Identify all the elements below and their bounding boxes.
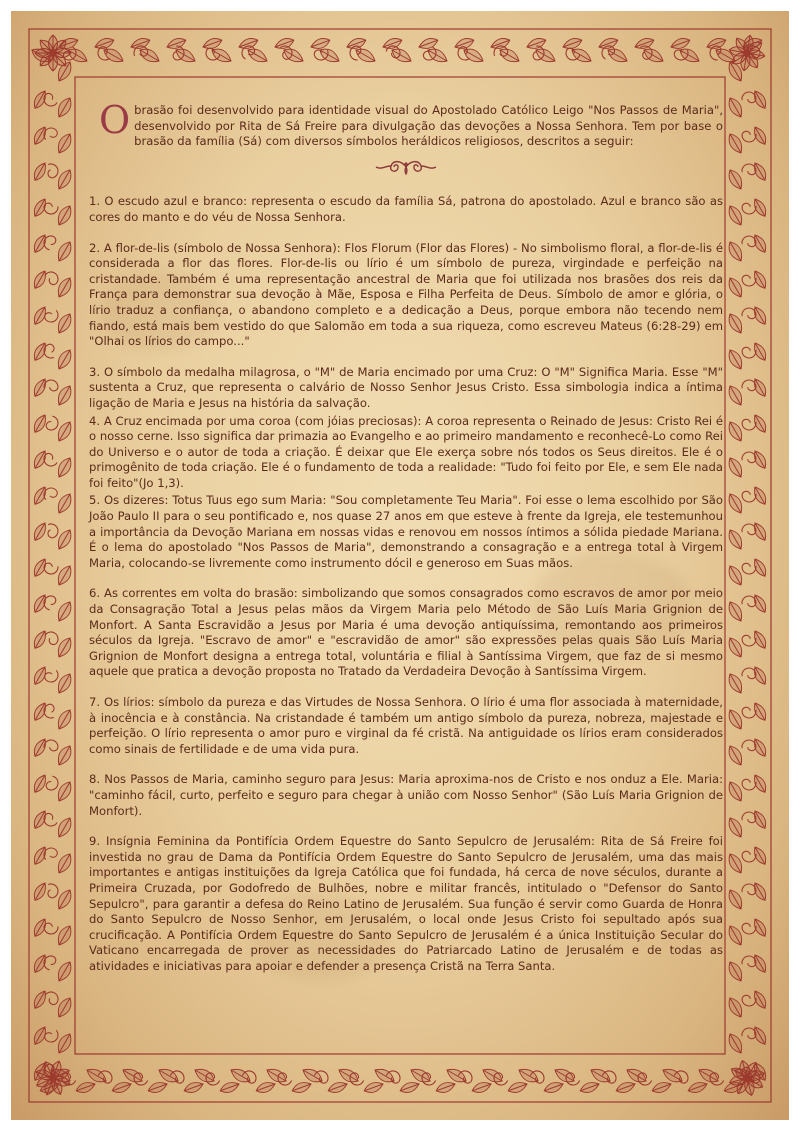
corner-rosette	[49, 1074, 57, 1082]
leaf-ornament	[31, 341, 49, 363]
leaf-ornament	[54, 455, 74, 479]
leaf-ornament	[31, 233, 49, 255]
leaf-ornament	[54, 959, 74, 983]
leaf-ornament	[751, 1025, 769, 1047]
item-paragraph-8: 8. Nos Passos de Maria, caminho seguro para Jesus: Maria aproxima-nos de Cristo e nos onduz a Ele. Maria: "caminho fácil, curto, perfeito e seguro para chegar à união com Nosso Senhor" (São Luís Maria Grignion de Monfort).	[89, 772, 723, 818]
leaf-ornament	[751, 269, 769, 291]
item-paragraph-3: 3. O símbolo da medalha milagrosa, o "M" de Maria encimado por uma Cruz: O "M" Significa Maria. Esse "M" sustenta a Cruz, que representa o calvário de Nosso Senhor Jesus Cristo. Essa simbologia indica a íntima ligação de Maria e Jesus na história da salvação.	[89, 364, 723, 410]
leaf-ornament	[751, 377, 769, 399]
leaf-ornament	[31, 449, 49, 471]
item-paragraph-1: 1. O escudo azul e branco: representa o escudo da família Sá, patrona do apostolado. Azul e branco são as cores do manto e do véu de Nossa Senhora.	[89, 194, 723, 224]
leaf-ornament	[751, 665, 769, 687]
intro-text: brasão foi desenvolvido para identidade visual do Apostolado Católico Leigo "Nos Passos de Maria", desenvolvido por Rita de Sá Freire para divulgação das devoções a Nossa Senhora. Tem por base o brasão da família (Sá) com diversos símbolos heráldicos religiosos, descritos a seguir:	[134, 103, 723, 149]
corner-rosette	[743, 1074, 751, 1082]
leaf-ornament	[31, 917, 49, 939]
leaf-ornament	[31, 629, 49, 651]
swirl-ornament	[45, 775, 59, 791]
leaf-ornament	[54, 527, 74, 551]
leaf-ornament	[751, 161, 769, 183]
corner-rosette	[49, 49, 57, 57]
leaf-ornament	[31, 197, 49, 219]
item-paragraph-9: 9. Insígnia Feminina da Pontifícia Ordem Equestre do Santo Sepulcro de Jerusalém: Rita de Sá Freire foi investida no grau de Dama da Pontifícia Ordem Equestre do Santo Sepulcro de Jerusalém, uma das mais importantes e antigas instituições da Igreja Católica que foi fundada, há cerca de nove séculos, durante a Primeira Cruzada, por Godofredo de Bulhões, nobre e militar francês, intitulado o "Defensor do Santo Sepulcro", para garantir a defesa do Reino Latino de Jerusalém. Sua função é servir como Guarda de Honra do Santo Sepulcro de Nosso Senhor, em Jerusalém, o local onde Jesus Cristo foi sepultado após sua crucificação. A Pontifícia Ordem Equestre do Santo Sepulcro de Jerusalém é a única Instituição Secular do Vaticano encarregada de prover as necessidades do Patriarcado Latino de Jerusalém e de todas as atividades e iniciativas para apoiar e defender a presença Cristã na Terra Santa.	[89, 834, 723, 973]
leaf-ornament	[31, 953, 49, 975]
leaf-ornament	[751, 413, 769, 435]
document-body	[89, 98, 723, 990]
leaf-ornament	[751, 485, 769, 507]
leaf-ornament	[751, 629, 769, 651]
swirl-ornament	[44, 562, 59, 575]
leaf-ornament	[31, 809, 49, 831]
leaf-ornament	[54, 167, 74, 191]
parchment-page	[11, 11, 789, 1120]
leaf-ornament	[183, 1080, 205, 1095]
leaf-ornament	[31, 881, 49, 903]
leaf-ornament	[31, 989, 49, 1011]
corner-rosette	[743, 49, 751, 57]
leaf-ornament	[75, 1080, 97, 1095]
leaf-ornament	[751, 233, 769, 255]
leaf-ornament	[31, 521, 49, 543]
leaf-ornament	[751, 773, 769, 795]
leaf-ornament	[471, 1080, 493, 1095]
leaf-ornament	[363, 1080, 385, 1095]
leaf-ornament	[751, 845, 769, 867]
leaf-ornament	[54, 707, 74, 731]
leaf-ornament	[31, 161, 49, 183]
swirl-ornament	[44, 922, 59, 935]
leaf-ornament	[435, 1080, 457, 1095]
scroll-ornament-icon	[89, 158, 723, 181]
leaf-ornament	[507, 1080, 529, 1095]
leaf-ornament	[615, 1080, 637, 1095]
leaf-ornament	[751, 305, 769, 327]
leaf-ornament	[54, 239, 74, 263]
leaf-ornament	[54, 887, 74, 911]
leaf-ornament	[31, 377, 49, 399]
leaf-ornament	[327, 1080, 349, 1095]
leaf-ornament	[751, 125, 769, 147]
leaf-ornament	[31, 845, 49, 867]
leaf-ornament	[54, 599, 74, 623]
leaf-ornament	[751, 197, 769, 219]
leaf-ornament	[291, 1080, 313, 1095]
leaf-ornament	[751, 593, 769, 615]
leaf-ornament	[751, 521, 769, 543]
leaf-ornament	[255, 1080, 277, 1095]
leaf-ornament	[31, 665, 49, 687]
leaf-ornament	[31, 125, 49, 147]
leaf-ornament	[54, 815, 74, 839]
leaf-ornament	[31, 485, 49, 507]
leaf-ornament	[751, 737, 769, 759]
leaf-ornament	[751, 809, 769, 831]
leaf-ornament	[543, 1080, 565, 1095]
leaf-ornament	[651, 1080, 673, 1095]
leaf-ornament	[31, 269, 49, 291]
leaf-ornament	[31, 701, 49, 723]
drop-cap: O	[99, 98, 131, 142]
leaf-ornament	[31, 593, 49, 615]
leaf-ornament	[751, 557, 769, 579]
leaf-ornament	[751, 917, 769, 939]
swirl-ornament	[44, 162, 60, 179]
intro-paragraph	[89, 98, 723, 150]
leaf-ornament	[31, 89, 49, 111]
item-paragraph-4: 4. A Cruz encimada por uma coroa (com jóias preciosas): A coroa representa o Reinado de Jesus: Cristo Rei é o nosso cerne. Isso significa dar primazia ao Evangelho e ao primeiro mandamento e reconhecê-Lo como Rei do Universo e o autor de toda a criação. É deixar que Ele exerça sobre nós todos os Seus direitos. Ele é o primogênito de toda criação. Ele é o fundamento de toda a realidade: "Tudo foi feito por Ele, e sem Ele nada foi feito"(Jo 1,3).	[89, 413, 723, 490]
leaf-ornament	[687, 1080, 709, 1095]
leaf-ornament	[147, 1080, 169, 1095]
leaf-ornament	[31, 737, 49, 759]
leaf-ornament	[751, 449, 769, 471]
leaf-ornament	[751, 89, 769, 111]
leaf-ornament	[751, 953, 769, 975]
leaf-ornament	[751, 881, 769, 903]
leaf-ornament	[399, 1080, 421, 1095]
leaf-ornament	[751, 341, 769, 363]
item-paragraph-7: 7. Os lírios: símbolo da pureza e das Virtudes de Nossa Senhora. O lírio é uma flor associada à maternidade, à inocência e à constância. Na cristandade é também um antigo símbolo da pureza, nobreza, majestade e perfeição. O lírio representa o amor puro e virginal da fé cristã. Na antiguidade os lírios eram considerados como sinais de fertilidade e de uma vida pura.	[89, 695, 723, 756]
item-paragraph-6: 6. As correntes em volta do brasão: simbolizando que somos consagrados como escravos de amor por meio da Consagração Total a Jesus pelas mãos da Virgem Maria pelo Método de São Luís Maria Grignion de Monfort. A Santa Escravidão a Jesus por Maria é uma devoção antiquíssima, remontando aos primeiros séculos da Igreja. "Escravo de amor" e "escravidão de amor" são expressões pelas quais São Luís Maria Grignion de Monfort designa a entrega total, voluntária e filial à Santíssima Virgem, que faz de si mesmo aquele que pratica a devoção proposta no Tratado da Verdadeira Devoção à Santíssima Virgem.	[89, 586, 723, 679]
leaf-ornament	[31, 305, 49, 327]
item-paragraph-2: 2. A flor-de-lis (símbolo de Nossa Senhora): Flos Florum (Flor das Flores) - No simbolismo floral, a flor-de-lis é considerada a flor das flores. Flor-de-lis ou lírio é um símbolo de pureza, virgindade e perfeição na cristandade. Também é uma representação ancestral de Maria que foi utilizada nos brasões dos reis da França para demonstrar sua devoção à Mãe, Esposa e Filha Perfeita de Deus. Símbolo de amor e glória, o lírio traduz a confiança, o abandono completo e a dedicação a Deus, porque embora não tecendo nem fiando, está mais bem vestido do que Salomão em toda a sua riqueza, como escreveu Mateus (6:28-29) em "Olhai os lírios do campo..."	[89, 240, 723, 349]
swirl-ornament	[44, 522, 60, 539]
leaf-ornament	[31, 557, 49, 579]
leaf-ornament	[751, 701, 769, 723]
swirl-ornament	[45, 415, 59, 431]
item-paragraph-5: 5. Os dizeres: Totus Tuus ego sum Maria: "Sou completamente Teu Maria". Foi esse o lema escolhido por São João Paulo II para o seu pontificado e, nos quase 27 anos em que esteve à frente da Igreja, ele testemunhou a importância da Devoção Mariana em nossas vidas e renovou em nossos íntimos a sólida piedade Mariana. É o lema do apostolado "Nos Passos de Maria", demonstrando a consagração e a entrega total à Virgem Maria, colocando-se livremente como instrumento dócil e generoso em Suas mãos.	[89, 493, 723, 570]
swirl-ornament	[44, 202, 59, 215]
leaf-ornament	[54, 347, 74, 371]
leaf-ornament	[111, 1080, 133, 1095]
leaf-ornament	[751, 989, 769, 1011]
leaf-ornament	[54, 95, 74, 119]
leaf-ornament	[219, 1080, 241, 1095]
leaf-ornament	[579, 1080, 601, 1095]
leaf-ornament	[31, 1025, 49, 1047]
swirl-ornament	[44, 882, 60, 899]
